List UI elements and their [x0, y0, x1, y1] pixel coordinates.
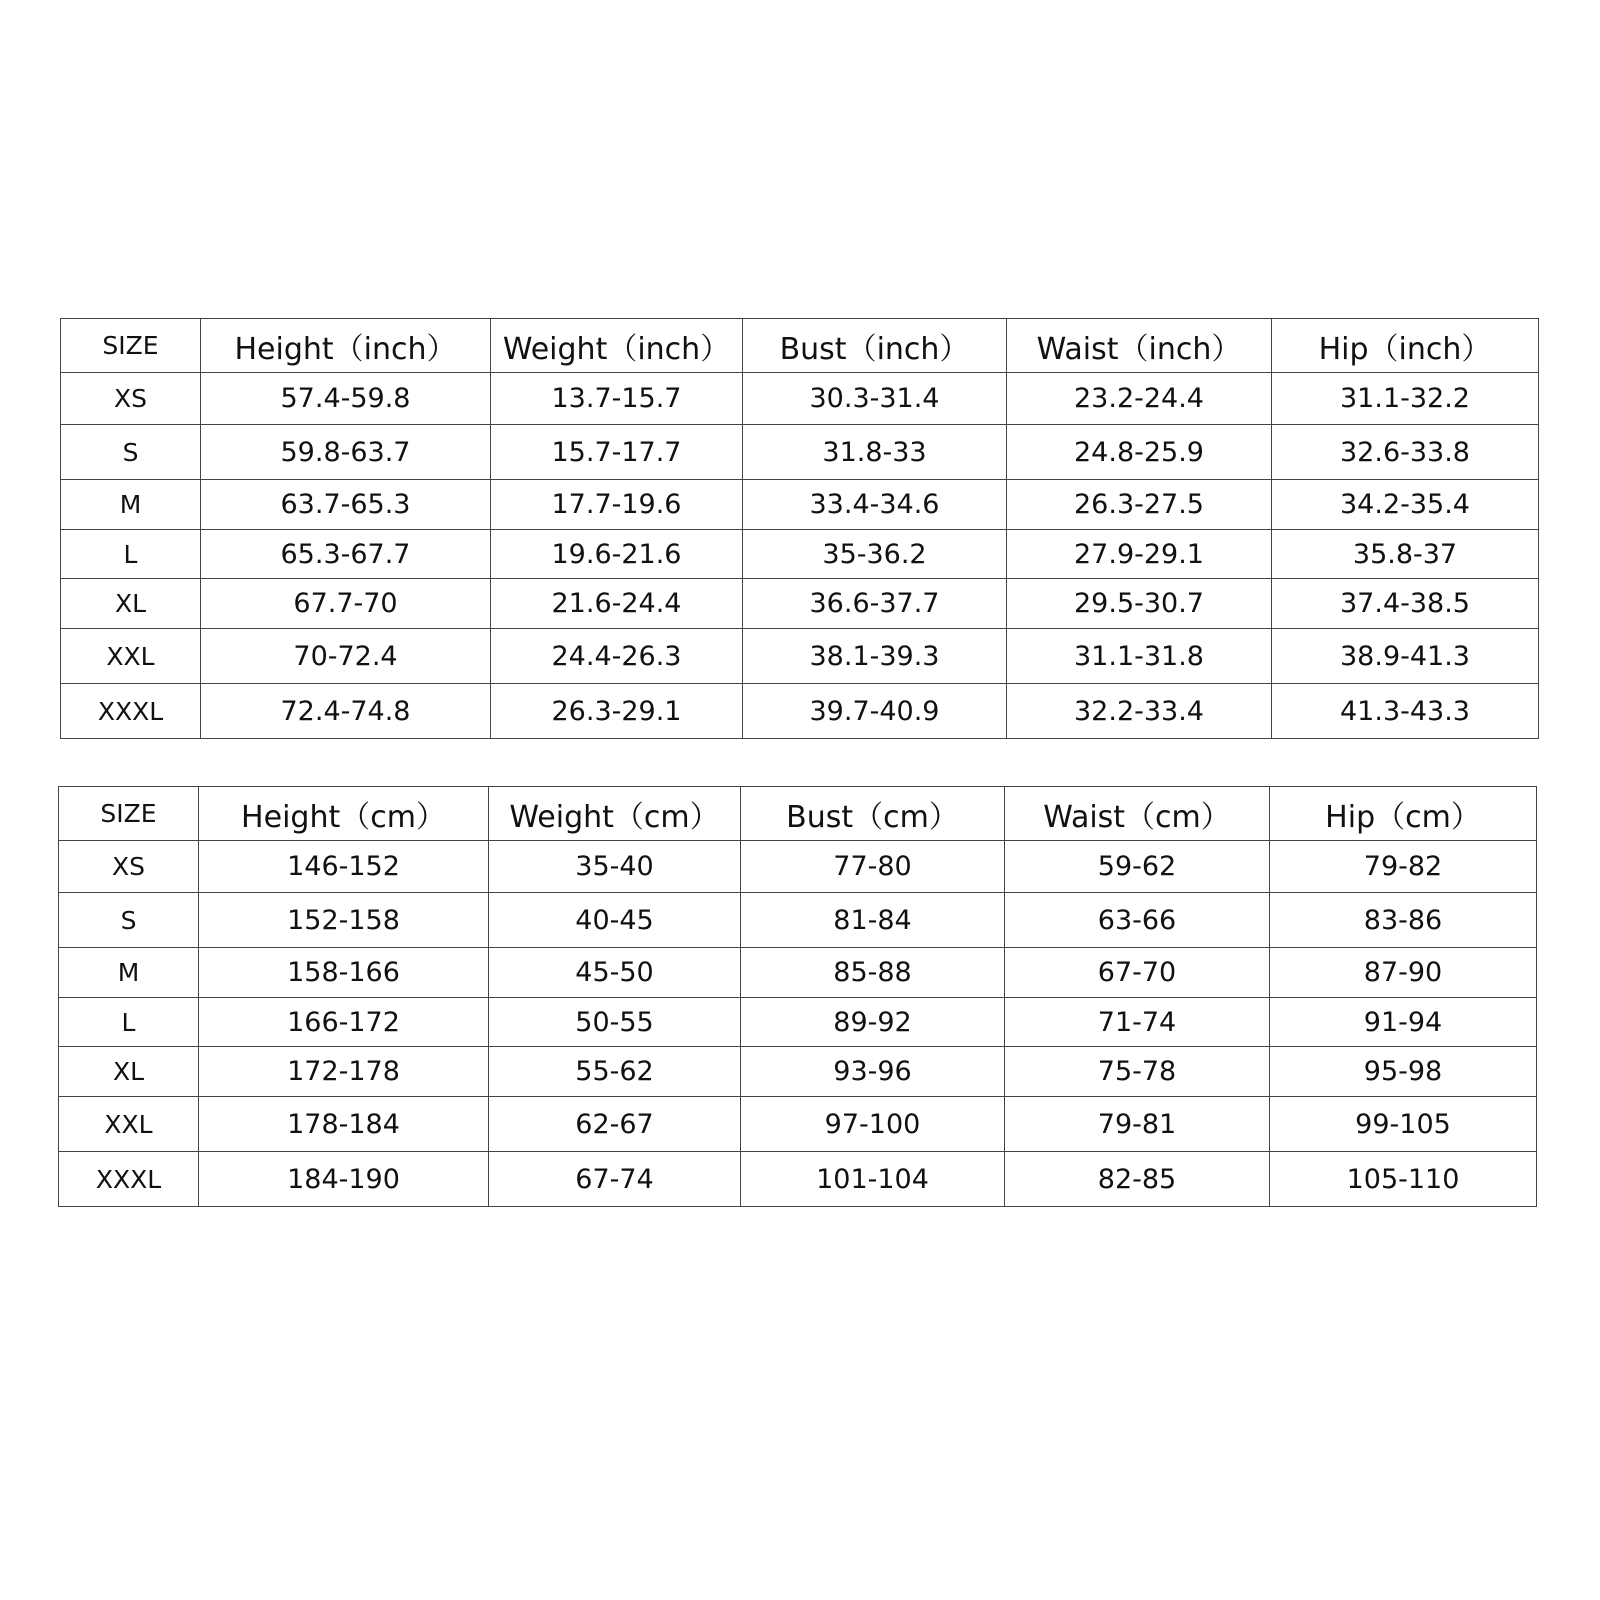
table-row — [61, 629, 1539, 684]
size-cell: S — [61, 425, 201, 480]
weight-cell: 13.7-15.7 — [491, 373, 743, 425]
height-cell: 67.7-70 — [201, 579, 491, 629]
bust-cell: 38.1-39.3 — [743, 629, 1007, 684]
waist-cell: 26.3-27.5 — [1007, 480, 1272, 530]
size-table-cm — [58, 786, 1537, 1207]
height-cell: 65.3-67.7 — [201, 530, 491, 579]
size-cell: L — [61, 530, 201, 579]
header-weight: Weight（cm） — [489, 787, 741, 841]
table-row — [61, 425, 1539, 480]
size-cell: XXL — [61, 629, 201, 684]
size-cell: S — [59, 893, 199, 948]
weight-cell: 45-50 — [489, 948, 741, 998]
size-cell: XS — [59, 841, 199, 893]
weight-cell: 15.7-17.7 — [491, 425, 743, 480]
bust-cell: 101-104 — [741, 1152, 1005, 1207]
hip-cell: 38.9-41.3 — [1272, 629, 1539, 684]
table-row — [59, 998, 1537, 1047]
bust-cell: 33.4-34.6 — [743, 480, 1007, 530]
height-cell: 178-184 — [199, 1097, 489, 1152]
hip-cell: 32.6-33.8 — [1272, 425, 1539, 480]
hip-cell: 34.2-35.4 — [1272, 480, 1539, 530]
waist-cell: 32.2-33.4 — [1007, 684, 1272, 739]
height-cell: 166-172 — [199, 998, 489, 1047]
table-header-row — [59, 787, 1537, 841]
bust-cell: 31.8-33 — [743, 425, 1007, 480]
bust-cell: 39.7-40.9 — [743, 684, 1007, 739]
table-header-row — [61, 319, 1539, 373]
table-row — [61, 373, 1539, 425]
hip-cell: 99-105 — [1270, 1097, 1537, 1152]
height-cell: 72.4-74.8 — [201, 684, 491, 739]
hip-cell: 79-82 — [1270, 841, 1537, 893]
weight-cell: 62-67 — [489, 1097, 741, 1152]
weight-cell: 35-40 — [489, 841, 741, 893]
weight-cell: 40-45 — [489, 893, 741, 948]
height-cell: 70-72.4 — [201, 629, 491, 684]
hip-cell: 37.4-38.5 — [1272, 579, 1539, 629]
bust-cell: 97-100 — [741, 1097, 1005, 1152]
size-table-inch — [60, 318, 1539, 739]
waist-cell: 71-74 — [1005, 998, 1270, 1047]
table-row — [61, 579, 1539, 629]
bust-cell: 89-92 — [741, 998, 1005, 1047]
size-cell: M — [59, 948, 199, 998]
header-hip: Hip（cm） — [1270, 787, 1537, 841]
hip-cell: 105-110 — [1270, 1152, 1537, 1207]
header-size: SIZE — [59, 787, 199, 841]
header-bust: Bust（inch） — [743, 319, 1007, 373]
waist-cell: 75-78 — [1005, 1047, 1270, 1097]
size-cell: XXXL — [61, 684, 201, 739]
bust-cell: 93-96 — [741, 1047, 1005, 1097]
waist-cell: 29.5-30.7 — [1007, 579, 1272, 629]
height-cell: 184-190 — [199, 1152, 489, 1207]
waist-cell: 63-66 — [1005, 893, 1270, 948]
table-row — [61, 684, 1539, 739]
table-row — [59, 1152, 1537, 1207]
header-waist: Waist（inch） — [1007, 319, 1272, 373]
height-cell: 57.4-59.8 — [201, 373, 491, 425]
hip-cell: 83-86 — [1270, 893, 1537, 948]
size-cell: M — [61, 480, 201, 530]
header-waist: Waist（cm） — [1005, 787, 1270, 841]
header-size: SIZE — [61, 319, 201, 373]
hip-cell: 41.3-43.3 — [1272, 684, 1539, 739]
header-height: Height（inch） — [201, 319, 491, 373]
waist-cell: 79-81 — [1005, 1097, 1270, 1152]
weight-cell: 50-55 — [489, 998, 741, 1047]
waist-cell: 27.9-29.1 — [1007, 530, 1272, 579]
bust-cell: 77-80 — [741, 841, 1005, 893]
hip-cell: 87-90 — [1270, 948, 1537, 998]
header-bust: Bust（cm） — [741, 787, 1005, 841]
weight-cell: 55-62 — [489, 1047, 741, 1097]
hip-cell: 95-98 — [1270, 1047, 1537, 1097]
size-cell: XS — [61, 373, 201, 425]
bust-cell: 30.3-31.4 — [743, 373, 1007, 425]
size-cell: XXL — [59, 1097, 199, 1152]
weight-cell: 21.6-24.4 — [491, 579, 743, 629]
size-cell: XL — [59, 1047, 199, 1097]
header-weight: Weight（inch） — [491, 319, 743, 373]
weight-cell: 17.7-19.6 — [491, 480, 743, 530]
bust-cell: 85-88 — [741, 948, 1005, 998]
height-cell: 59.8-63.7 — [201, 425, 491, 480]
table-row — [59, 893, 1537, 948]
table-row — [59, 948, 1537, 998]
hip-cell: 91-94 — [1270, 998, 1537, 1047]
height-cell: 172-178 — [199, 1047, 489, 1097]
height-cell: 63.7-65.3 — [201, 480, 491, 530]
bust-cell: 36.6-37.7 — [743, 579, 1007, 629]
table-row — [59, 1097, 1537, 1152]
table-row — [61, 480, 1539, 530]
bust-cell: 35-36.2 — [743, 530, 1007, 579]
hip-cell: 31.1-32.2 — [1272, 373, 1539, 425]
header-height: Height（cm） — [199, 787, 489, 841]
weight-cell: 67-74 — [489, 1152, 741, 1207]
header-hip: Hip（inch） — [1272, 319, 1539, 373]
size-cell: XXXL — [59, 1152, 199, 1207]
waist-cell: 67-70 — [1005, 948, 1270, 998]
waist-cell: 24.8-25.9 — [1007, 425, 1272, 480]
size-cell: L — [59, 998, 199, 1047]
height-cell: 152-158 — [199, 893, 489, 948]
waist-cell: 23.2-24.4 — [1007, 373, 1272, 425]
weight-cell: 26.3-29.1 — [491, 684, 743, 739]
size-cell: XL — [61, 579, 201, 629]
height-cell: 146-152 — [199, 841, 489, 893]
weight-cell: 19.6-21.6 — [491, 530, 743, 579]
hip-cell: 35.8-37 — [1272, 530, 1539, 579]
waist-cell: 31.1-31.8 — [1007, 629, 1272, 684]
height-cell: 158-166 — [199, 948, 489, 998]
waist-cell: 82-85 — [1005, 1152, 1270, 1207]
bust-cell: 81-84 — [741, 893, 1005, 948]
table-row — [59, 1047, 1537, 1097]
table-row — [61, 530, 1539, 579]
table-row — [59, 841, 1537, 893]
waist-cell: 59-62 — [1005, 841, 1270, 893]
weight-cell: 24.4-26.3 — [491, 629, 743, 684]
